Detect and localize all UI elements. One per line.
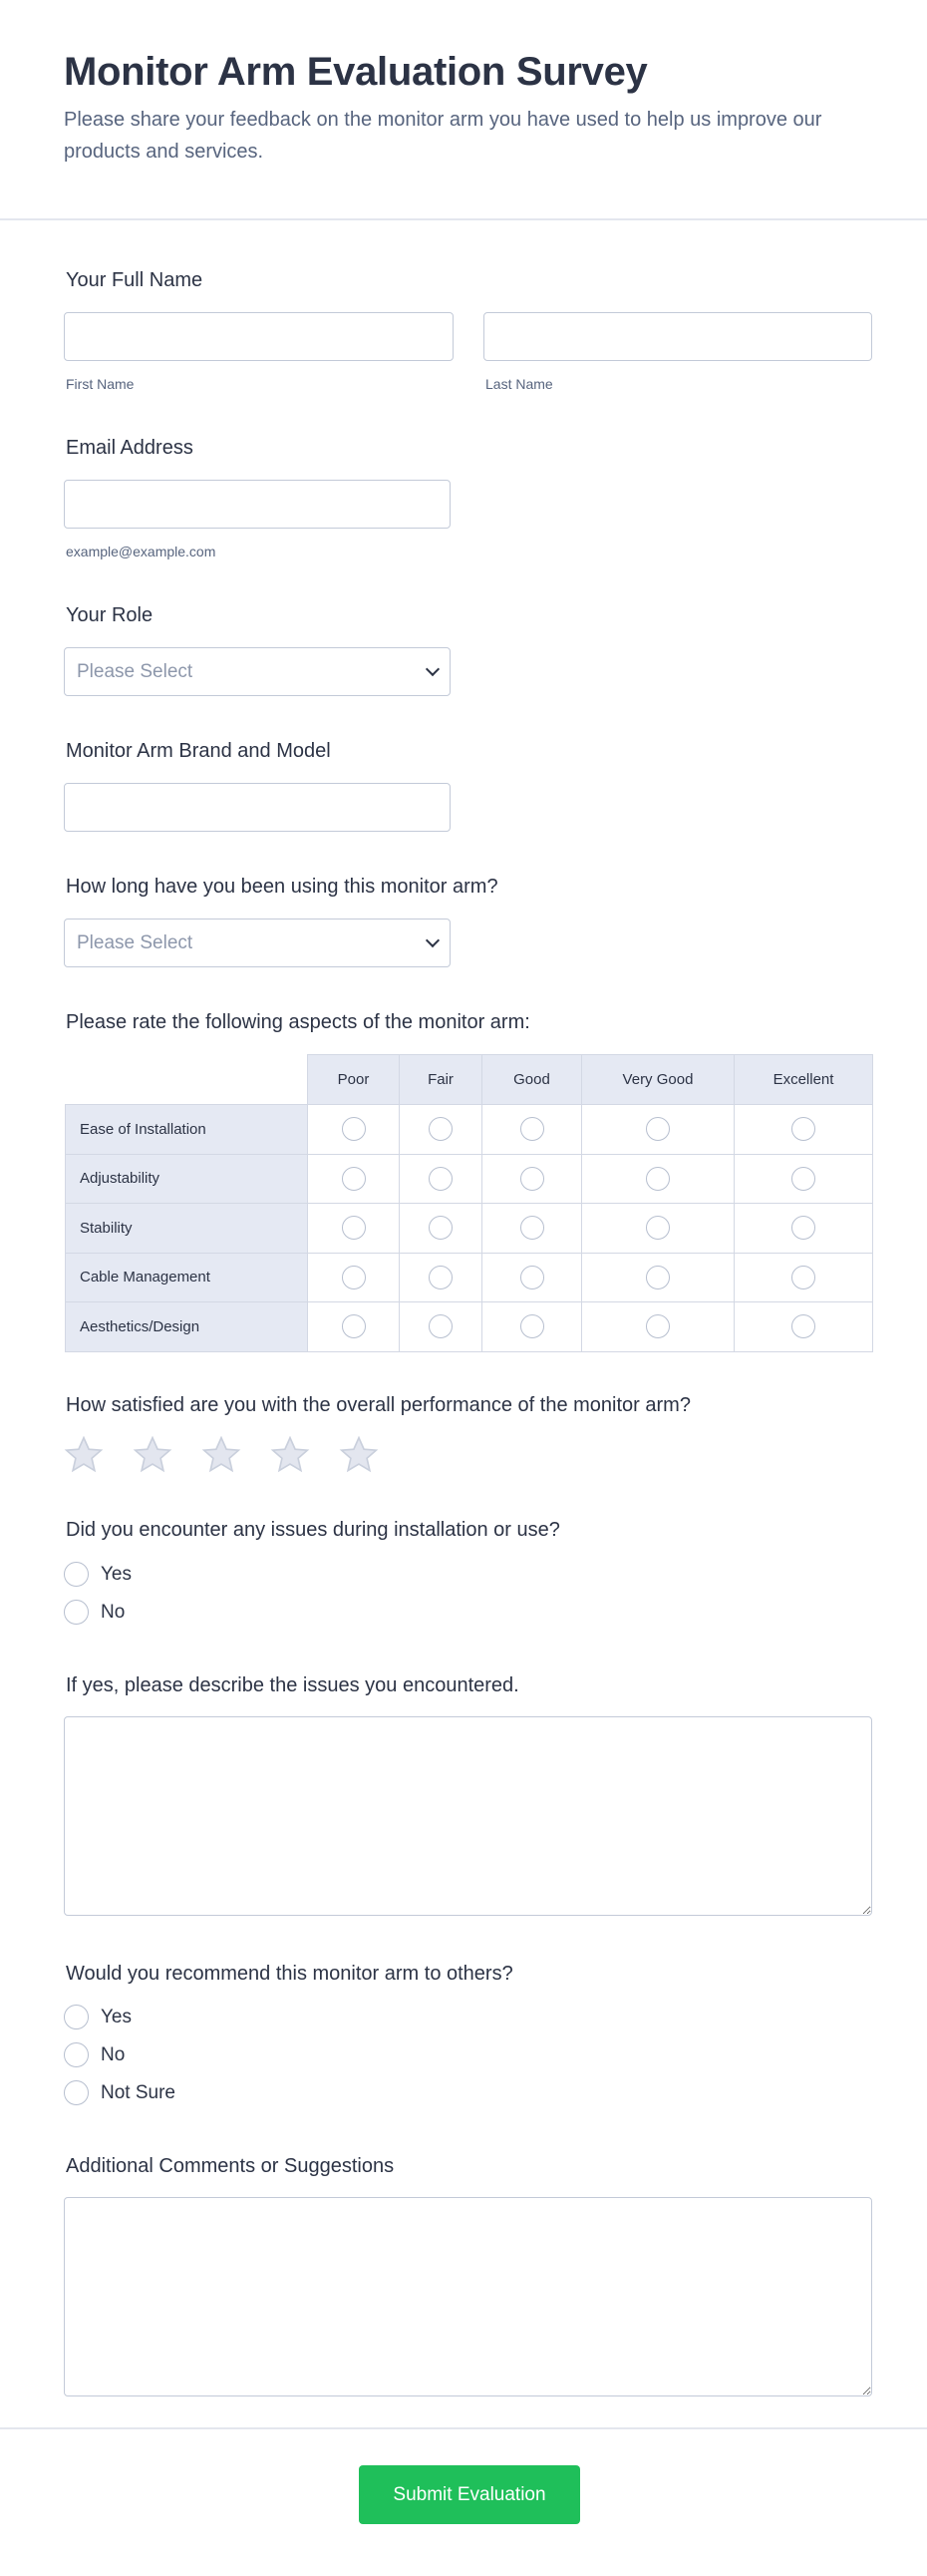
duration-label: How long have you been using this monitor arm?: [66, 876, 498, 898]
matrix-cell[interactable]: [582, 1204, 735, 1254]
brand-model-input[interactable]: [64, 783, 451, 832]
matrix-cell[interactable]: [400, 1204, 482, 1254]
matrix-col-header: Good: [482, 1055, 582, 1105]
matrix-row: [66, 1253, 873, 1302]
matrix-radio[interactable]: [791, 1167, 815, 1191]
issues-option-no[interactable]: [64, 1600, 125, 1625]
page-subtitle: Please share your feedback on the monitor arm you have used to help us improve our products and services.: [64, 109, 822, 163]
chevron-down-icon: [426, 933, 440, 947]
matrix-label: Please rate the following aspects of the monitor arm:: [66, 1011, 530, 1033]
matrix-cell[interactable]: [308, 1204, 400, 1254]
matrix-radio[interactable]: [342, 1266, 366, 1289]
matrix-col-header: Very Good: [582, 1055, 735, 1105]
matrix-row: [66, 1154, 873, 1204]
satisfaction-label: How satisfied are you with the overall performance of the monitor arm?: [66, 1394, 691, 1416]
matrix-radio[interactable]: [520, 1314, 544, 1338]
brand-label: Monitor Arm Brand and Model: [66, 740, 331, 762]
matrix-cell[interactable]: [482, 1253, 582, 1302]
matrix-radio[interactable]: [342, 1314, 366, 1338]
comments-textarea[interactable]: [64, 2197, 872, 2396]
matrix-cell[interactable]: [735, 1154, 873, 1204]
matrix-radio[interactable]: [646, 1117, 670, 1141]
matrix-radio[interactable]: [646, 1314, 670, 1338]
matrix-cell[interactable]: [735, 1204, 873, 1254]
last-name-sublabel: Last Name: [485, 376, 553, 392]
recommend-option-no[interactable]: [64, 2042, 125, 2067]
option-label: No: [101, 2043, 126, 2065]
matrix-cell[interactable]: [400, 1154, 482, 1204]
full-name-label: Your Full Name: [66, 269, 203, 291]
star-icon[interactable]: [64, 1436, 104, 1474]
matrix-cell[interactable]: [582, 1302, 735, 1352]
matrix-row: [66, 1302, 873, 1352]
matrix-col-header: Excellent: [735, 1055, 873, 1105]
duration-select-value: Please Select: [77, 931, 193, 953]
matrix-radio[interactable]: [791, 1216, 815, 1240]
matrix-radio[interactable]: [520, 1167, 544, 1191]
matrix-cell[interactable]: [308, 1154, 400, 1204]
duration-select[interactable]: [64, 919, 451, 967]
matrix-cell[interactable]: [582, 1253, 735, 1302]
matrix-cell[interactable]: [582, 1105, 735, 1155]
radio-circle[interactable]: [64, 1562, 89, 1587]
submit-button[interactable]: Submit Evaluation: [359, 2465, 580, 2524]
matrix-radio[interactable]: [342, 1167, 366, 1191]
role-select-value: Please Select: [77, 660, 193, 682]
star-icon[interactable]: [133, 1436, 172, 1474]
footer-divider: [0, 2427, 927, 2429]
issues-label: Did you encounter any issues during installation or use?: [66, 1519, 560, 1541]
option-label: Yes: [101, 2006, 132, 2027]
page-title: Monitor Arm Evaluation Survey: [64, 50, 648, 94]
last-name-input[interactable]: [483, 312, 872, 361]
option-label: No: [101, 1601, 126, 1623]
matrix-row-label: Stability: [66, 1204, 308, 1254]
matrix-radio[interactable]: [429, 1216, 453, 1240]
star-icon[interactable]: [270, 1436, 310, 1474]
matrix-cell[interactable]: [308, 1105, 400, 1155]
matrix-row-label: Aesthetics/Design: [66, 1302, 308, 1352]
role-label: Your Role: [66, 604, 154, 626]
radio-circle[interactable]: [64, 2080, 89, 2105]
recommend-option-not-sure[interactable]: [64, 2080, 175, 2105]
first-name-sublabel: First Name: [66, 376, 135, 392]
matrix-row-label: Ease of Installation: [66, 1105, 308, 1155]
matrix-col-header: Poor: [308, 1055, 400, 1105]
matrix-cell[interactable]: [482, 1154, 582, 1204]
matrix-radio[interactable]: [429, 1167, 453, 1191]
issues-desc-label: If yes, please describe the issues you encountered.: [66, 1674, 519, 1696]
matrix-corner: [66, 1055, 308, 1105]
matrix-cell[interactable]: [482, 1105, 582, 1155]
option-label: Not Sure: [101, 2081, 175, 2103]
matrix-cell[interactable]: [400, 1253, 482, 1302]
comments-label: Additional Comments or Suggestions: [66, 2155, 395, 2177]
recommend-option-yes[interactable]: [64, 2005, 132, 2029]
matrix-cell[interactable]: [308, 1253, 400, 1302]
matrix-radio[interactable]: [342, 1216, 366, 1240]
matrix-radio[interactable]: [520, 1266, 544, 1289]
issues-option-yes[interactable]: [64, 1562, 132, 1587]
email-input[interactable]: [64, 480, 451, 529]
matrix-cell[interactable]: [308, 1302, 400, 1352]
matrix-radio[interactable]: [791, 1117, 815, 1141]
issues-desc-textarea[interactable]: [64, 1716, 872, 1916]
matrix-row-label: Adjustability: [66, 1154, 308, 1204]
star-rating[interactable]: [64, 1436, 379, 1474]
matrix-col-header: Fair: [400, 1055, 482, 1105]
matrix-row-label: Cable Management: [66, 1253, 308, 1302]
matrix-cell[interactable]: [735, 1105, 873, 1155]
matrix-radio[interactable]: [342, 1117, 366, 1141]
radio-circle[interactable]: [64, 2005, 89, 2029]
matrix-radio[interactable]: [429, 1117, 453, 1141]
matrix-radio[interactable]: [646, 1266, 670, 1289]
matrix-radio[interactable]: [646, 1216, 670, 1240]
star-icon[interactable]: [201, 1436, 241, 1474]
radio-circle[interactable]: [64, 2042, 89, 2067]
star-icon[interactable]: [339, 1436, 379, 1474]
header-divider: [0, 218, 927, 220]
matrix-radio[interactable]: [520, 1117, 544, 1141]
matrix-cell[interactable]: [400, 1105, 482, 1155]
first-name-input[interactable]: [64, 312, 454, 361]
matrix-row: [66, 1105, 873, 1155]
matrix-cell[interactable]: [735, 1302, 873, 1352]
role-select[interactable]: [64, 647, 451, 696]
recommend-label: Would you recommend this monitor arm to others?: [66, 1963, 513, 1985]
email-sublabel: example@example.com: [66, 544, 216, 559]
matrix-cell[interactable]: [482, 1302, 582, 1352]
matrix-radio[interactable]: [791, 1314, 815, 1338]
matrix-radio[interactable]: [520, 1216, 544, 1240]
rating-matrix: [65, 1054, 873, 1352]
option-label: Yes: [101, 1563, 132, 1585]
matrix-radio[interactable]: [429, 1266, 453, 1289]
matrix-radio[interactable]: [646, 1167, 670, 1191]
matrix-radio[interactable]: [791, 1266, 815, 1289]
matrix-cell[interactable]: [582, 1154, 735, 1204]
radio-circle[interactable]: [64, 1600, 89, 1625]
matrix-cell[interactable]: [482, 1204, 582, 1254]
chevron-down-icon: [426, 662, 440, 676]
matrix-cell[interactable]: [735, 1253, 873, 1302]
matrix-cell[interactable]: [400, 1302, 482, 1352]
matrix-radio[interactable]: [429, 1314, 453, 1338]
matrix-row: [66, 1204, 873, 1254]
email-label: Email Address: [66, 437, 193, 459]
